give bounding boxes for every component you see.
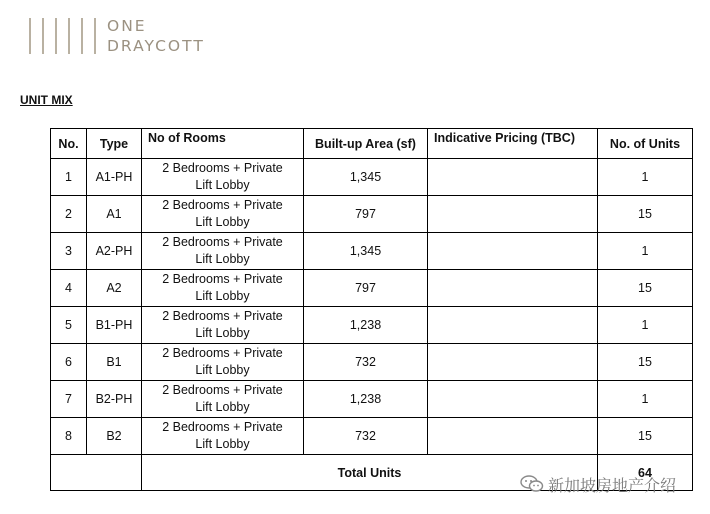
cell-no: 4 — [51, 270, 87, 307]
cell-area: 1,345 — [304, 159, 428, 196]
header-pricing: Indicative Pricing (TBC) — [428, 129, 598, 159]
total-empty-cell — [51, 455, 142, 491]
cell-no: 7 — [51, 381, 87, 418]
cell-area: 1,238 — [304, 381, 428, 418]
cell-no: 1 — [51, 159, 87, 196]
total-value: 64 — [598, 455, 693, 491]
brand-name — [107, 16, 205, 56]
watermark — [520, 472, 676, 496]
logo-bar — [55, 18, 57, 54]
cell-no: 5 — [51, 307, 87, 344]
rooms-line-2: Lift Lobby — [195, 178, 250, 192]
cell-units: 1 — [598, 381, 693, 418]
cell-units: 15 — [598, 196, 693, 233]
cell-type: B2 — [87, 418, 142, 455]
header-no: No. — [51, 129, 87, 159]
rooms-line-2: Lift Lobby — [195, 437, 250, 451]
logo-bar — [68, 18, 70, 54]
logo-bar — [94, 18, 96, 54]
cell-area: 797 — [304, 196, 428, 233]
cell-rooms — [142, 270, 304, 307]
table-row — [51, 159, 693, 196]
cell-rooms — [142, 344, 304, 381]
watermark-text: 新加坡房地产介绍 — [548, 475, 677, 495]
cell-no: 3 — [51, 233, 87, 270]
cell-rooms — [142, 159, 304, 196]
cell-area: 732 — [304, 418, 428, 455]
table-row — [51, 381, 693, 418]
table-row — [51, 418, 693, 455]
header-type: Type — [87, 129, 142, 159]
wechat-icon — [520, 475, 544, 493]
table-row — [51, 344, 693, 381]
cell-type: B1 — [87, 344, 142, 381]
rooms-line-1: 2 Bedrooms + Private — [162, 383, 283, 397]
rooms-line-1: 2 Bedrooms + Private — [162, 346, 283, 360]
rooms-line-2: Lift Lobby — [195, 215, 250, 229]
cell-type: A2 — [87, 270, 142, 307]
cell-no: 2 — [51, 196, 87, 233]
logo-bar — [42, 18, 44, 54]
cell-type: B2-PH — [87, 381, 142, 418]
logo-bars-icon — [29, 18, 93, 54]
cell-units: 1 — [598, 159, 693, 196]
header-area: Built-up Area (sf) — [304, 129, 428, 159]
rooms-line-2: Lift Lobby — [195, 363, 250, 377]
cell-pricing — [428, 381, 598, 418]
cell-rooms — [142, 233, 304, 270]
cell-pricing — [428, 270, 598, 307]
cell-units: 15 — [598, 344, 693, 381]
cell-type: A1 — [87, 196, 142, 233]
cell-pricing — [428, 159, 598, 196]
cell-units: 1 — [598, 233, 693, 270]
table-row — [51, 270, 693, 307]
rooms-line-1: 2 Bedrooms + Private — [162, 272, 283, 286]
logo-bar — [29, 18, 31, 54]
cell-pricing — [428, 418, 598, 455]
cell-rooms — [142, 381, 304, 418]
cell-type: A1-PH — [87, 159, 142, 196]
cell-pricing — [428, 307, 598, 344]
rooms-line-1: 2 Bedrooms + Private — [162, 235, 283, 249]
cell-type: B1-PH — [87, 307, 142, 344]
logo-bar — [81, 18, 83, 54]
rooms-line-2: Lift Lobby — [195, 400, 250, 414]
unit-mix-table — [50, 128, 693, 491]
cell-rooms — [142, 307, 304, 344]
header-units: No. of Units — [598, 129, 693, 159]
cell-no: 8 — [51, 418, 87, 455]
table-row — [51, 196, 693, 233]
header-rooms: No of Rooms — [142, 129, 304, 159]
cell-pricing — [428, 196, 598, 233]
cell-pricing — [428, 233, 598, 270]
cell-units: 15 — [598, 270, 693, 307]
rooms-line-2: Lift Lobby — [195, 289, 250, 303]
cell-pricing — [428, 344, 598, 381]
table-row — [51, 307, 693, 344]
brand-line-2: DRAYCOTT — [107, 37, 205, 55]
total-label: Total Units — [142, 455, 598, 491]
rooms-line-2: Lift Lobby — [195, 326, 250, 340]
rooms-line-1: 2 Bedrooms + Private — [162, 161, 283, 175]
cell-rooms — [142, 196, 304, 233]
table-header-row — [51, 129, 693, 159]
rooms-line-1: 2 Bedrooms + Private — [162, 309, 283, 323]
cell-units: 1 — [598, 307, 693, 344]
cell-area: 797 — [304, 270, 428, 307]
cell-area: 1,238 — [304, 307, 428, 344]
table-row — [51, 233, 693, 270]
rooms-line-1: 2 Bedrooms + Private — [162, 198, 283, 212]
cell-area: 732 — [304, 344, 428, 381]
rooms-line-2: Lift Lobby — [195, 252, 250, 266]
brand-line-1: ONE — [107, 17, 147, 35]
cell-area: 1,345 — [304, 233, 428, 270]
cell-rooms — [142, 418, 304, 455]
cell-units: 15 — [598, 418, 693, 455]
rooms-line-1: 2 Bedrooms + Private — [162, 420, 283, 434]
cell-type: A2-PH — [87, 233, 142, 270]
cell-no: 6 — [51, 344, 87, 381]
section-title: UNIT MIX — [20, 93, 73, 107]
